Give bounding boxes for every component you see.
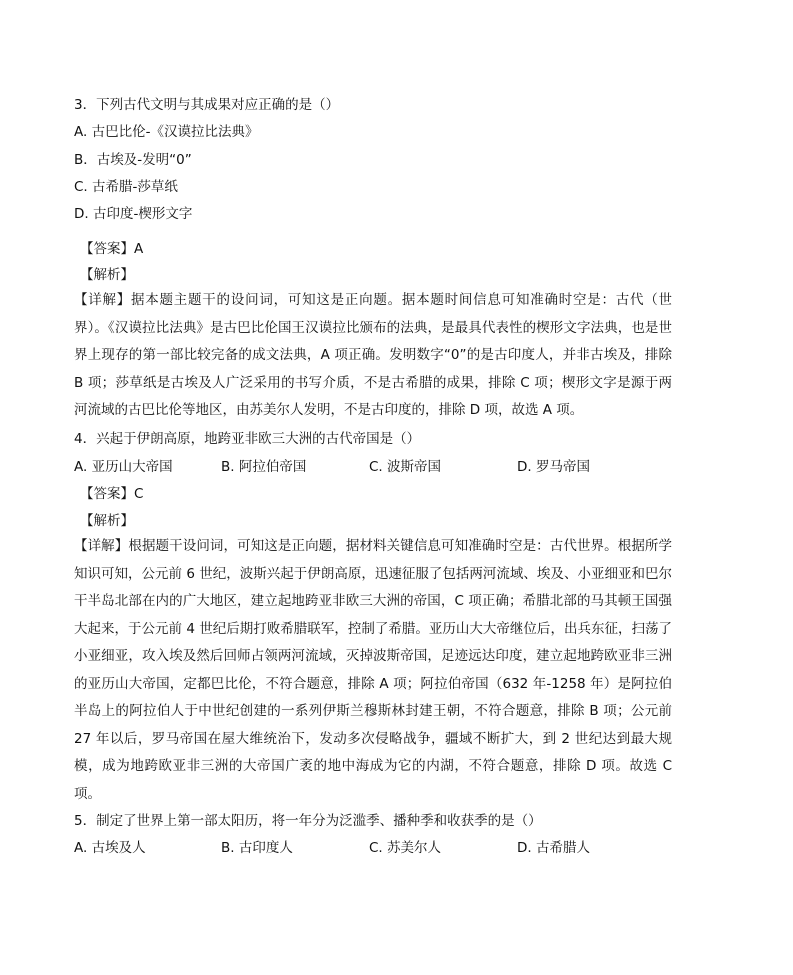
question-4-option-a: A. 亚历山大帝国 (74, 459, 173, 475)
question-3-option-d: D. 古印度-楔形文字 (74, 206, 193, 222)
question-3-option-a: A. 古巴比伦-《汉谟拉比法典》 (74, 124, 259, 140)
question-5-option-a: A. 古埃及人 (74, 840, 146, 856)
question-3-stem: 3．下列古代文明与其成果对应正确的是（） (74, 97, 340, 113)
question-4-stem: 4．兴起于伊朗高原，地跨亚非欧三大洲的古代帝国是（） (74, 431, 421, 447)
question-4-option-c: C. 波斯帝国 (369, 459, 442, 475)
question-3-detail: 【详解】据本题主题干的设问词，可知这是正向题。据本题时间信息可知准确时空是：古代（世界）。《汉谟拉比法典》是古巴比伦国王汉谟拉比颁布的法典，是最具代表性的楔形文字法典，也是世界上现存的第一部比较完备的成文法典，A 项正确。发明数字“0”的是古印度人，并非古埃及，排除 B 项；莎草纸是古埃及人广泛采用的书写介质，不是古希腊的成果，排除 C 项；楔形文字是源于两河流域的古巴比伦等地区，由苏美尔人发明，不是古印度的，排除 D 项，故选 A 项。 (74, 292, 672, 418)
question-5-option-d: D. 古希腊人 (517, 840, 590, 856)
question-4-option-b: B. 阿拉伯帝国 (221, 459, 307, 475)
question-4-option-d: D. 罗马帝国 (517, 459, 590, 475)
question-5-option-b: B. 古印度人 (221, 840, 293, 856)
question-4-analysis-label: 【解析】 (80, 513, 134, 529)
question-3-answer: 【答案】A (80, 241, 144, 257)
question-4-answer: 【答案】C (80, 486, 144, 502)
question-4-detail: 【详解】根据题干设问词，可知这是正向题，据材料关键信息可知准确时空是：古代世界。根据所学知识可知，公元前 6 世纪，波斯兴起于伊朗高原，迅速征服了包括两河流域、埃及、小亚细亚和巴尔干半岛北部在内的广大地区，建立起地跨亚非欧三大洲的帝国，C 项正确；希腊北部的马其顿王国强大起来，于公元前 4 世纪后期打败希腊联军，控制了希腊。亚历山大大帝继位后，出兵东征，扫荡了小亚细亚，攻入埃及然后回师占领两河流域，灭掉波斯帝国，足迹远达印度，建立起地跨欧亚非三洲的亚历山大帝国，定都巴比伦，不符合题意，排除 A 项；阿拉伯帝国（632 年-1258 年）是阿拉伯半岛上的阿拉伯人于中世纪创建的一系列伊斯兰穆斯林封建王朝，不符合题意，排除 B 项；公元前 27 年以后，罗马帝国在屋大维统治下，发动多次侵略战争，疆域不断扩大，到 2 世纪达到最大规模，成为地跨欧亚非三洲的大帝国广袤的地中海成为它的内湖，不符合题意，排除 D 项。故选 C 项。 (74, 538, 672, 802)
question-3-option-c: C. 古希腊-莎草纸 (74, 179, 178, 195)
question-5-option-c: C. 苏美尔人 (369, 840, 442, 856)
question-3-option-b: B．古埃及-发明“0” (74, 152, 192, 168)
question-3-analysis-label: 【解析】 (80, 267, 134, 283)
question-5-stem: 5．制定了世界上第一部太阳历，将一年分为泛滥季、播种季和收获季的是（） (74, 813, 542, 829)
